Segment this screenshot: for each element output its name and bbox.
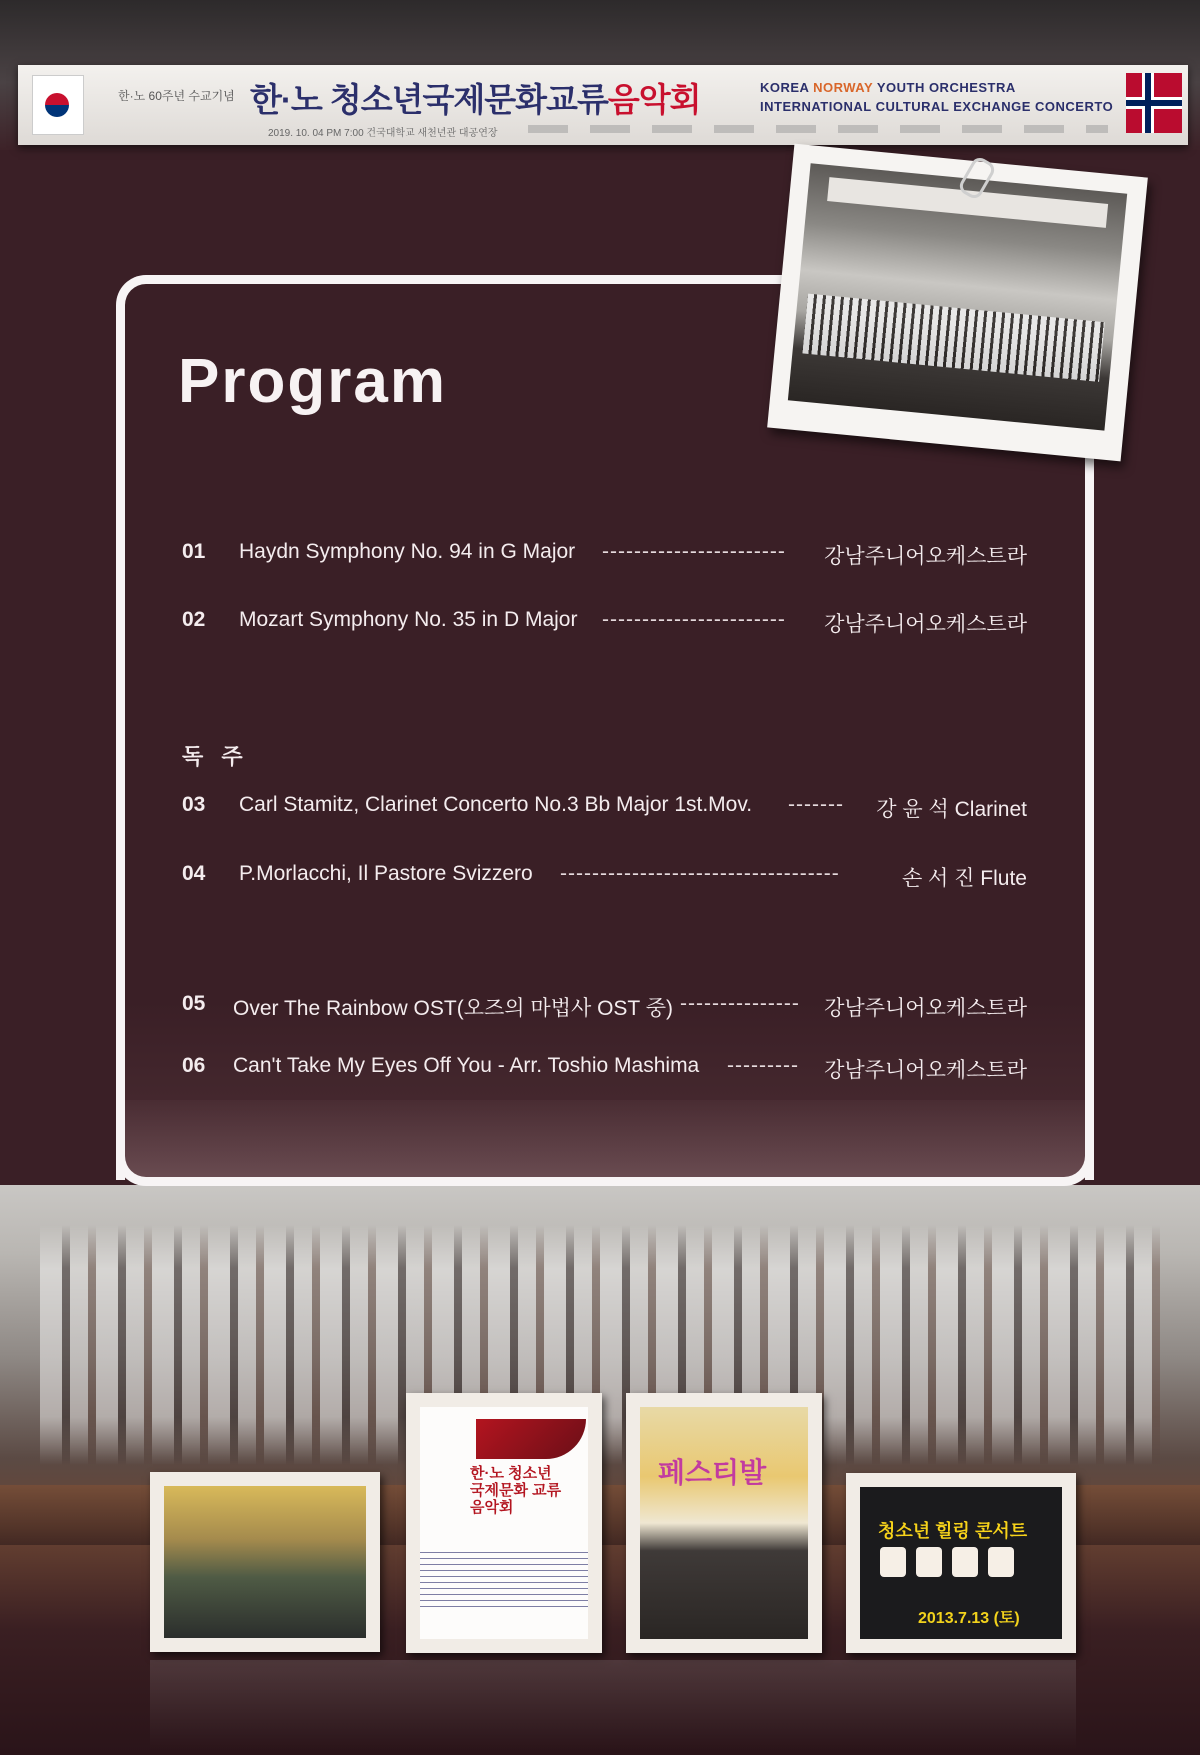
item-piece: Carl Stamitz, Clarinet Concerto No.3 Bb Major 1st.Mov. (239, 793, 753, 816)
banner-title-main: 한·노 청소년국제문화교류 (250, 81, 608, 118)
program-item-06 (182, 1054, 1027, 1088)
item-performer: 강남주니어오케스트라 (824, 997, 1027, 1020)
thumb-picture (640, 1407, 808, 1639)
banner-title-accent: 음악회 (607, 81, 701, 118)
program-title: Program (178, 347, 447, 416)
item-piece: Over The Rainbow OST(오즈의 마법사 OST 중) (233, 997, 673, 1020)
item-number: 04 (182, 862, 206, 885)
item-performer: 강남주니어오케스트라 (824, 1059, 1027, 1082)
cartoon-face-icon (952, 1547, 978, 1577)
norway-flag-icon (1126, 73, 1182, 133)
banner-title-en-line1: KOREA NORWAY YOUTH ORCHESTRA (760, 80, 1016, 95)
sponsor-strip (528, 125, 1108, 133)
item-piece: Can't Take My Eyes Off You - Arr. Toshio Mashima (233, 1054, 700, 1077)
cartoon-face-icon (988, 1547, 1014, 1577)
poster4-title: 청소년 힐링 콘서트 (878, 1521, 1028, 1541)
concert-banner (18, 65, 1188, 145)
item-number: 01 (182, 540, 206, 563)
program-item-04 (182, 862, 1027, 896)
poster-swirl (476, 1419, 586, 1459)
item-number: 05 (182, 992, 206, 1015)
poster-thumb-healing-concert (846, 1473, 1076, 1653)
section-solo-label: 독 주 (182, 744, 249, 769)
thumb-picture (164, 1486, 366, 1638)
cartoon-face-icon (916, 1547, 942, 1577)
item-performer: 손 서 진 Flute (901, 867, 1027, 890)
poster2-title: 한·노 청소년 국제문화 교류 음악회 (470, 1465, 562, 1516)
poster-thumb-festival (626, 1393, 822, 1653)
item-number: 02 (182, 608, 206, 631)
korea-flag-icon (32, 75, 84, 135)
poster4-date: 2013.7.13 (토) (918, 1610, 1020, 1627)
item-performer: 강남주니어오케스트라 (824, 613, 1027, 636)
item-leader: ----------------------------------- (560, 862, 840, 885)
polaroid-picture (788, 163, 1127, 430)
concert-polaroid-photo (767, 144, 1148, 462)
poster-thumb-exchange-concert (406, 1393, 602, 1653)
banner-title-kr (250, 74, 700, 121)
banner-info: 2019. 10. 04 PM 7:00 건국대학교 새천년관 대공연장 (268, 128, 498, 139)
music-staff-icon (420, 1552, 588, 1612)
banner-anniversary: 한·노 60주년 수교기념 (118, 89, 235, 103)
item-number: 03 (182, 793, 206, 816)
item-piece: Haydn Symphony No. 94 in G Major (239, 540, 576, 563)
program-item-01 (182, 540, 1027, 574)
thumb-picture (860, 1487, 1062, 1639)
program-item-03 (182, 793, 1027, 827)
item-leader: ------- (788, 793, 844, 816)
item-piece: P.Morlacchi, Il Pastore Svizzero (239, 862, 533, 885)
polaroid-orchestra (802, 294, 1104, 382)
program-item-02 (182, 608, 1027, 642)
photo-thumb-performance (150, 1472, 380, 1652)
item-number: 06 (182, 1054, 206, 1077)
item-leader: --------- (727, 1054, 799, 1077)
program-item-05 (182, 992, 1027, 1026)
item-piece: Mozart Symphony No. 35 in D Major (239, 608, 578, 631)
item-leader: ----------------------- (602, 608, 786, 631)
item-leader: ----------------------- (602, 540, 786, 563)
program-panel-bottom (116, 1100, 1094, 1186)
cartoon-face-icon (880, 1547, 906, 1577)
thumb-picture (420, 1407, 588, 1639)
item-performer: 강 윤 석 Clarinet (876, 798, 1027, 821)
banner-title-en-line2: INTERNATIONAL CULTURAL EXCHANGE CONCERTO (760, 99, 1114, 114)
item-performer: 강남주니어오케스트라 (824, 545, 1027, 568)
thumb-reflection (150, 1660, 1076, 1750)
poster3-title: 페스티발 (658, 1457, 767, 1488)
item-leader: --------------- (680, 992, 800, 1015)
